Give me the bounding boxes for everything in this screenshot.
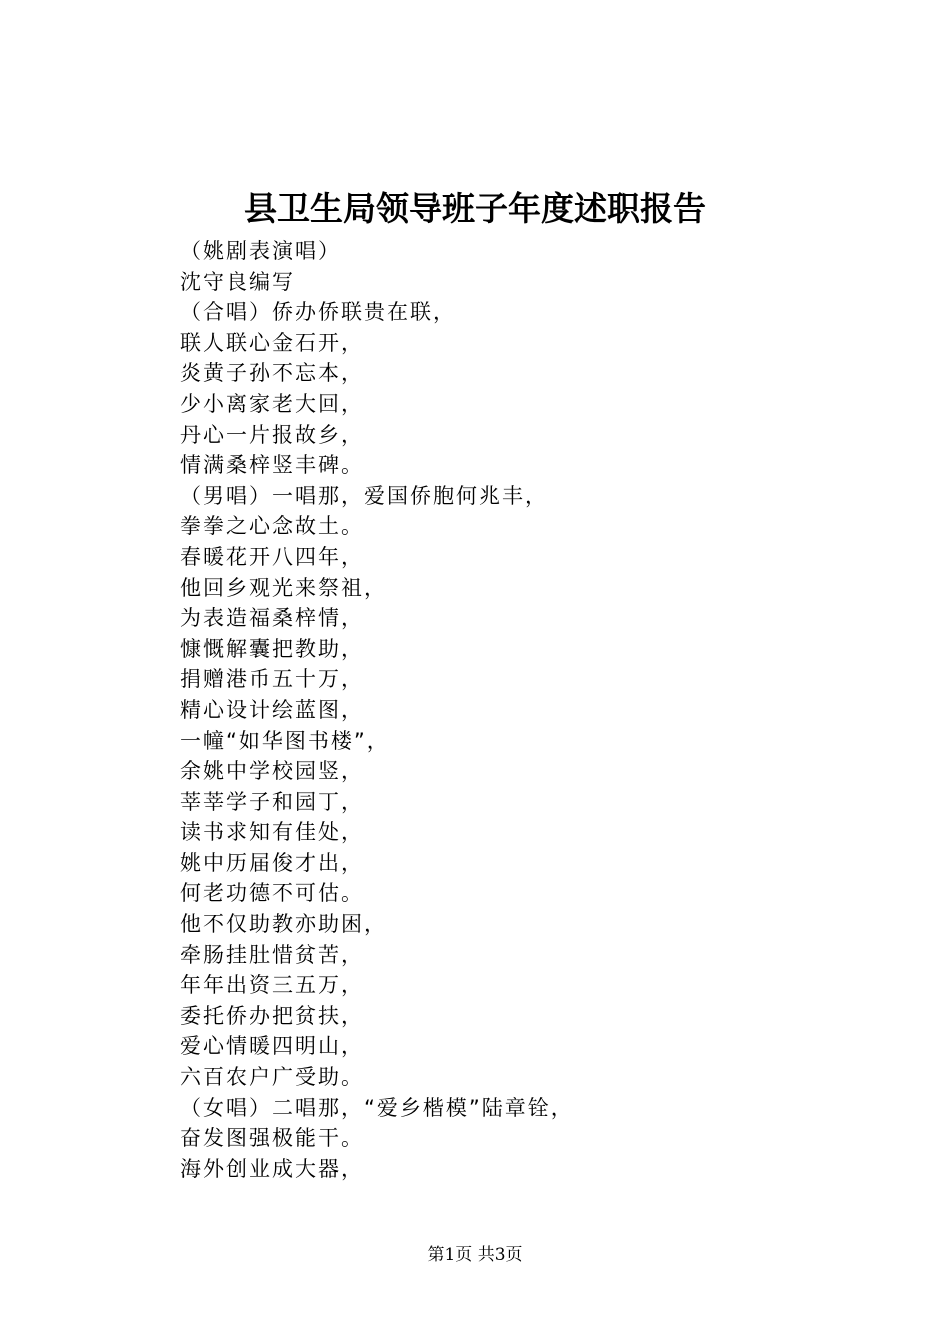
text-line: 一幢“如华图书楼”， [180, 728, 390, 753]
text-line: 沈守良编写 [180, 269, 295, 294]
text-line: 奋发图强极能干。 [180, 1126, 364, 1151]
text-line: （姚剧表演唱） [180, 239, 341, 263]
document-title: 县卫生局领导班子年度述职报告 [244, 189, 706, 228]
text-line: 春暖花开八四年， [180, 544, 364, 569]
text-line: 牵肠挂肚惜贫苦， [180, 942, 364, 967]
text-line: 莘莘学子和园丁， [180, 789, 364, 814]
text-line: 少小离家老大回， [180, 391, 364, 416]
text-line: 捐赠港币五十万， [180, 667, 364, 692]
text-line: （女唱）二唱那，“爱乡楷模”陆章铨， [180, 1095, 574, 1120]
text-line: 读书求知有佳处， [180, 820, 364, 845]
text-line: 情满桑梓竖丰碑。 [180, 453, 364, 478]
text-line: 精心设计绘蓝图， [180, 697, 364, 722]
document-body [180, 236, 880, 1184]
text-line: 炎黄子孙不忘本， [180, 361, 364, 386]
text-line: 慷慨解囊把教助， [180, 636, 364, 661]
text-line: 何老功德不可估。 [180, 881, 364, 906]
text-line: 年年出资三五万， [180, 973, 364, 998]
text-line: 他不仅助教亦助困， [180, 912, 387, 937]
text-line: 拳拳之心念故土。 [180, 514, 364, 539]
text-line: 海外创业成大器， [180, 1156, 364, 1181]
text-line: 他回乡观光来祭祖， [180, 575, 387, 600]
text-line: 委托侨办把贫扶， [180, 1003, 364, 1028]
text-line: 姚中历届俊才出， [180, 850, 364, 875]
text-line: 联人联心金石开， [180, 330, 364, 355]
text-line: 六百农户广受助。 [180, 1065, 364, 1090]
text-line: 余姚中学校园竖， [180, 759, 364, 784]
text-line: 爱心情暖四明山， [180, 1034, 364, 1059]
page-footer: 第1页 共3页 [427, 1245, 523, 1265]
text-line: 为表造福桑梓情， [180, 606, 364, 631]
text-line: （合唱）侨办侨联贵在联， [180, 300, 456, 325]
text-line: （男唱）一唱那，爱国侨胞何兆丰， [180, 483, 548, 508]
text-line: 丹心一片报故乡， [180, 422, 364, 447]
